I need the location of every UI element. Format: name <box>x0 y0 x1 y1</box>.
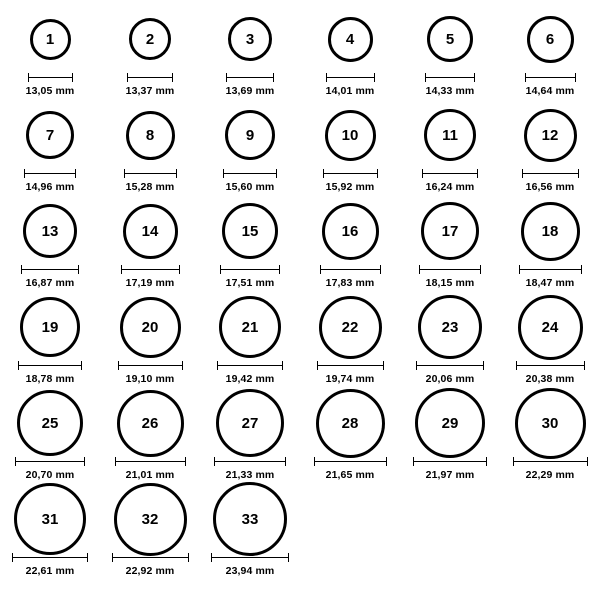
ring-size-cell[interactable] <box>0 392 100 488</box>
ring-size-label: 29 <box>441 414 459 432</box>
ring-size-cell[interactable] <box>200 200 300 296</box>
diameter-value: 22,92 mm <box>125 565 175 577</box>
measure-line <box>18 365 82 366</box>
diameter-value: 13,69 mm <box>225 85 275 97</box>
ring-circle <box>225 110 275 160</box>
ring-size-label: 15 <box>241 222 259 240</box>
diameter-value: 19,10 mm <box>125 373 175 385</box>
ring-circle-wrapper <box>316 392 385 454</box>
diameter-measure-bar <box>516 361 585 370</box>
ring-size-label: 11 <box>442 126 458 144</box>
diameter-value: 23,94 mm <box>225 565 275 577</box>
ring-circle <box>524 109 577 162</box>
diameter-value: 14,96 mm <box>25 181 75 193</box>
ring-circle <box>216 389 284 457</box>
ring-circle <box>26 111 74 159</box>
diameter-value: 19,42 mm <box>225 373 275 385</box>
ring-size-label: 19 <box>41 318 59 336</box>
measure-line <box>320 269 381 270</box>
measure-line <box>121 269 180 270</box>
diameter-value: 13,37 mm <box>125 85 175 97</box>
ring-circle-wrapper <box>515 392 586 454</box>
diameter-measure-bar <box>15 457 85 466</box>
diameter-value: 21,97 mm <box>425 469 475 481</box>
measure-line <box>419 269 481 270</box>
diameter-value: 15,92 mm <box>325 181 375 193</box>
ring-size-cell[interactable] <box>300 8 400 104</box>
diameter-value: 21,33 mm <box>225 469 275 481</box>
ring-circle <box>123 204 178 259</box>
diameter-measure-bar <box>121 265 180 274</box>
ring-size-cell[interactable] <box>200 296 300 392</box>
ring-size-cell[interactable] <box>300 296 400 392</box>
ring-size-label: 22 <box>341 318 359 336</box>
ring-size-label: 20 <box>141 318 159 336</box>
measure-line <box>24 173 76 174</box>
ring-size-cell[interactable] <box>300 104 400 200</box>
measure-line <box>112 557 189 558</box>
ring-circle-wrapper <box>518 296 583 358</box>
ring-circle <box>322 203 379 260</box>
diameter-value: 18,78 mm <box>25 373 75 385</box>
diameter-value: 13,05 mm <box>25 85 75 97</box>
ring-circle <box>129 18 171 60</box>
measure-line <box>127 77 173 78</box>
diameter-measure-bar <box>214 457 286 466</box>
ring-circle <box>23 204 77 258</box>
measure-line <box>326 77 375 78</box>
ring-circle <box>319 296 382 359</box>
diameter-measure-bar <box>223 169 277 178</box>
measure-line <box>314 461 387 462</box>
ring-circle-wrapper <box>524 104 577 166</box>
ring-size-label: 26 <box>141 414 159 432</box>
diameter-value: 16,24 mm <box>425 181 475 193</box>
diameter-value: 15,28 mm <box>125 181 175 193</box>
ring-circle-wrapper <box>325 104 376 166</box>
ring-size-cell[interactable] <box>500 200 600 296</box>
ring-size-label: 8 <box>145 126 155 144</box>
ring-circle-wrapper <box>14 488 86 550</box>
diameter-value: 14,33 mm <box>425 85 475 97</box>
ring-circle <box>518 295 583 360</box>
diameter-measure-bar <box>12 553 88 562</box>
measure-line <box>522 173 579 174</box>
ring-circle-wrapper <box>120 296 181 358</box>
diameter-measure-bar <box>413 457 487 466</box>
measure-line <box>422 173 478 174</box>
diameter-measure-bar <box>112 553 189 562</box>
diameter-value: 17,83 mm <box>325 277 375 289</box>
diameter-measure-bar <box>127 73 173 82</box>
measure-line <box>425 77 475 78</box>
measure-line <box>118 365 183 366</box>
ring-circle <box>415 388 485 458</box>
ring-circle <box>14 483 86 555</box>
measure-line <box>115 461 186 462</box>
ring-size-label: 12 <box>541 126 559 144</box>
ring-size-cell[interactable] <box>500 392 600 488</box>
ring-circle-wrapper <box>427 8 473 70</box>
ring-size-cell[interactable] <box>0 488 100 584</box>
diameter-value: 17,19 mm <box>125 277 175 289</box>
ring-circle-wrapper <box>421 200 479 262</box>
diameter-measure-bar <box>217 361 283 370</box>
ring-size-cell[interactable] <box>100 392 200 488</box>
diameter-value: 17,51 mm <box>225 277 275 289</box>
ring-size-cell[interactable] <box>100 488 200 584</box>
measure-line <box>124 173 177 174</box>
diameter-measure-bar <box>419 265 481 274</box>
ring-circle <box>418 295 482 359</box>
ring-circle-wrapper <box>129 8 171 70</box>
ring-size-cell[interactable] <box>0 8 100 104</box>
ring-circle-wrapper <box>26 104 74 166</box>
ring-circle <box>421 202 479 260</box>
ring-circle <box>328 17 373 62</box>
ring-circle-wrapper <box>123 200 178 262</box>
ring-circle <box>427 16 473 62</box>
ring-size-cell[interactable] <box>0 296 100 392</box>
diameter-measure-bar <box>422 169 478 178</box>
ring-circle <box>117 390 184 457</box>
ring-size-cell[interactable] <box>500 296 600 392</box>
measure-line <box>516 365 585 366</box>
ring-size-cell[interactable] <box>200 488 300 584</box>
diameter-measure-bar <box>118 361 183 370</box>
ring-circle <box>521 202 580 261</box>
ring-size-label: 5 <box>445 30 455 48</box>
ring-size-cell[interactable] <box>300 392 400 488</box>
ring-size-cell[interactable] <box>100 200 200 296</box>
ring-circle-wrapper <box>30 8 71 70</box>
diameter-value: 16,87 mm <box>25 277 75 289</box>
ring-circle <box>316 389 385 458</box>
ring-circle <box>424 109 476 161</box>
measure-line <box>416 365 484 366</box>
diameter-measure-bar <box>326 73 375 82</box>
ring-size-label: 16 <box>341 222 359 240</box>
ring-size-label: 6 <box>545 30 555 48</box>
ring-circle-wrapper <box>114 488 187 550</box>
diameter-value: 14,01 mm <box>325 85 375 97</box>
ring-size-cell[interactable] <box>400 200 500 296</box>
ring-size-cell[interactable] <box>400 392 500 488</box>
ring-size-cell[interactable] <box>400 104 500 200</box>
diameter-value: 15,60 mm <box>225 181 275 193</box>
diameter-measure-bar <box>519 265 582 274</box>
ring-size-label: 24 <box>541 318 559 336</box>
ring-size-label: 25 <box>41 414 59 432</box>
ring-size-label: 33 <box>241 510 259 528</box>
ring-size-cell[interactable] <box>200 8 300 104</box>
measure-line <box>12 557 88 558</box>
ring-size-cell[interactable] <box>200 104 300 200</box>
ring-circle-wrapper <box>17 392 83 454</box>
diameter-measure-bar <box>18 361 82 370</box>
measure-line <box>15 461 85 462</box>
ring-size-label: 28 <box>341 414 359 432</box>
diameter-measure-bar <box>124 169 177 178</box>
ring-circle <box>120 297 181 358</box>
measure-line <box>226 77 274 78</box>
diameter-measure-bar <box>115 457 186 466</box>
ring-circle-wrapper <box>216 392 284 454</box>
ring-size-label: 18 <box>541 222 559 240</box>
ring-size-label: 13 <box>41 222 59 240</box>
diameter-value: 21,01 mm <box>125 469 175 481</box>
ring-size-label: 9 <box>245 126 255 144</box>
ring-circle <box>213 482 287 556</box>
diameter-value: 20,70 mm <box>25 469 75 481</box>
diameter-measure-bar <box>522 169 579 178</box>
measure-line <box>223 173 277 174</box>
diameter-value: 22,29 mm <box>525 469 575 481</box>
ring-circle <box>114 483 187 556</box>
ring-circle <box>527 16 574 63</box>
ring-circle-wrapper <box>219 296 281 358</box>
diameter-value: 18,47 mm <box>525 277 575 289</box>
ring-size-label: 2 <box>145 30 155 48</box>
diameter-measure-bar <box>513 457 588 466</box>
ring-circle <box>30 19 71 60</box>
ring-circle <box>325 110 376 161</box>
ring-circle-wrapper <box>213 488 287 550</box>
ring-circle-wrapper <box>228 8 272 70</box>
ring-circle-wrapper <box>424 104 476 166</box>
ring-circle-wrapper <box>415 392 485 454</box>
ring-circle <box>228 17 272 61</box>
diameter-measure-bar <box>220 265 280 274</box>
diameter-measure-bar <box>317 361 384 370</box>
ring-size-label: 10 <box>341 126 359 144</box>
ring-size-cell[interactable] <box>100 296 200 392</box>
measure-line <box>214 461 286 462</box>
diameter-measure-bar <box>226 73 274 82</box>
ring-circle-wrapper <box>222 200 278 262</box>
measure-line <box>317 365 384 366</box>
ring-circle-wrapper <box>126 104 175 166</box>
ring-circle-wrapper <box>322 200 379 262</box>
measure-line <box>211 557 289 558</box>
ring-circle <box>219 296 281 358</box>
ring-size-label: 4 <box>345 30 355 48</box>
ring-size-cell[interactable] <box>0 104 100 200</box>
ring-circle <box>515 388 586 459</box>
ring-size-label: 27 <box>241 414 259 432</box>
ring-circle <box>126 111 175 160</box>
ring-size-label: 1 <box>45 30 55 48</box>
diameter-value: 18,15 mm <box>425 277 475 289</box>
ring-circle <box>17 390 83 456</box>
ring-size-cell[interactable] <box>200 392 300 488</box>
ring-size-cell[interactable] <box>400 296 500 392</box>
measure-line <box>413 461 487 462</box>
diameter-measure-bar <box>323 169 378 178</box>
ring-size-cell[interactable] <box>0 200 100 296</box>
diameter-measure-bar <box>24 169 76 178</box>
diameter-value: 22,61 mm <box>25 565 75 577</box>
ring-size-label: 3 <box>245 30 255 48</box>
diameter-measure-bar <box>416 361 484 370</box>
diameter-value: 20,38 mm <box>525 373 575 385</box>
ring-size-cell[interactable] <box>300 200 400 296</box>
diameter-value: 19,74 mm <box>325 373 375 385</box>
ring-size-label: 21 <box>241 318 259 336</box>
diameter-measure-bar <box>28 73 73 82</box>
measure-line <box>217 365 283 366</box>
diameter-value: 14,64 mm <box>525 85 575 97</box>
ring-size-label: 31 <box>41 510 59 528</box>
ring-size-cell[interactable] <box>500 104 600 200</box>
ring-size-label: 32 <box>141 510 159 528</box>
measure-line <box>220 269 280 270</box>
ring-circle-wrapper <box>225 104 275 166</box>
ring-size-cell[interactable] <box>100 8 200 104</box>
ring-circle <box>222 203 278 259</box>
measure-line <box>525 77 576 78</box>
ring-circle-wrapper <box>319 296 382 358</box>
ring-circle-wrapper <box>23 200 77 262</box>
diameter-measure-bar <box>525 73 576 82</box>
diameter-value: 16,56 mm <box>525 181 575 193</box>
ring-circle <box>20 297 80 357</box>
ring-size-cell[interactable] <box>100 104 200 200</box>
ring-circle-wrapper <box>527 8 574 70</box>
diameter-measure-bar <box>21 265 79 274</box>
ring-circle-wrapper <box>20 296 80 358</box>
ring-size-cell[interactable] <box>400 8 500 104</box>
measure-line <box>513 461 588 462</box>
ring-size-label: 17 <box>441 222 459 240</box>
ring-circle-wrapper <box>521 200 580 262</box>
ring-size-cell[interactable] <box>500 8 600 104</box>
ring-circle-wrapper <box>328 8 373 70</box>
diameter-measure-bar <box>425 73 475 82</box>
diameter-value: 21,65 mm <box>325 469 375 481</box>
ring-size-label: 23 <box>441 318 459 336</box>
diameter-measure-bar <box>314 457 387 466</box>
measure-line <box>519 269 582 270</box>
ring-size-label: 7 <box>45 126 55 144</box>
measure-line <box>28 77 73 78</box>
diameter-value: 20,06 mm <box>425 373 475 385</box>
ring-circle-wrapper <box>418 296 482 358</box>
diameter-measure-bar <box>211 553 289 562</box>
measure-line <box>323 173 378 174</box>
measure-line <box>21 269 79 270</box>
ring-circle-wrapper <box>117 392 184 454</box>
diameter-measure-bar <box>320 265 381 274</box>
ring-size-label: 30 <box>541 414 559 432</box>
ring-size-label: 14 <box>141 222 159 240</box>
